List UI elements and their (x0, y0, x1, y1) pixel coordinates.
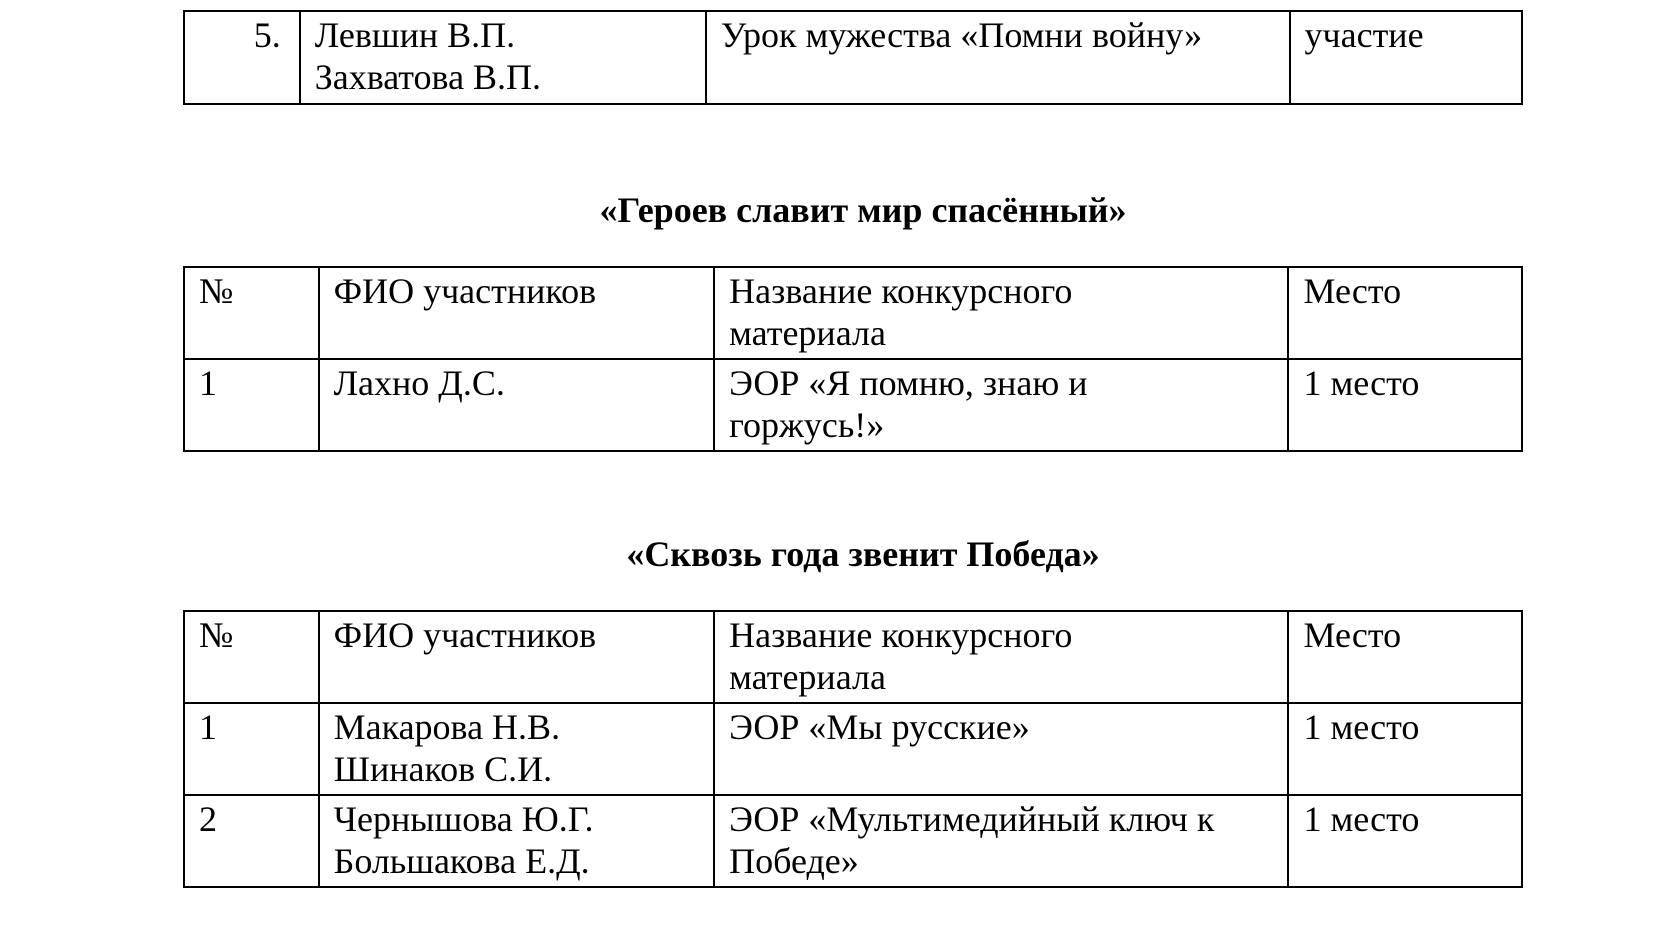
header-place: Место (1288, 267, 1522, 359)
place-cell: 1 место (1288, 795, 1522, 887)
table-header-row (184, 267, 1522, 359)
participants-cell (319, 359, 715, 451)
material-line: горжусь!» (729, 405, 885, 445)
header-material-line: материала (729, 313, 886, 353)
header-place: Место (1288, 611, 1522, 703)
header-material-line: Название конкурсного (729, 615, 1073, 655)
place-cell: участие (1290, 11, 1522, 104)
previous-table (183, 10, 1523, 105)
material-cell (714, 795, 1288, 887)
header-material (714, 611, 1288, 703)
participants-cell (319, 703, 715, 795)
place-cell: 1 место (1288, 359, 1522, 451)
material-line: ЭОР «Я помню, знаю и (729, 363, 1088, 403)
material-line: ЭОР «Мультимедийный ключ к (729, 799, 1215, 839)
section-title: «Героев славит мир спасённый» (599, 190, 1127, 230)
header-names: ФИО участников (319, 267, 715, 359)
material-cell: Урок мужества «Помни войну» (706, 11, 1290, 104)
table-row (184, 795, 1522, 887)
table-row (184, 11, 1522, 104)
section-title: «Сквозь года звенит Победа» (626, 534, 1100, 574)
row-number: 1 (184, 359, 319, 451)
participant-name: Чернышова Ю.Г. (333, 799, 594, 839)
header-material-line: Название конкурсного (729, 271, 1073, 311)
row-number: 2 (184, 795, 319, 887)
row-number: 1 (184, 703, 319, 795)
header-number: № (184, 611, 319, 703)
participant-name: Шинаков С.И. (333, 749, 553, 789)
table-row (184, 359, 1522, 451)
place-cell: 1 место (1288, 703, 1522, 795)
material-line: Победе» (729, 841, 859, 881)
table-row (184, 703, 1522, 795)
participant-name: Макарова Н.В. (333, 707, 561, 747)
participant-name: Захватова В.П. (314, 57, 542, 97)
header-material (714, 267, 1288, 359)
material-cell (714, 703, 1288, 795)
header-material-line: материала (729, 657, 886, 697)
header-names: ФИО участников (319, 611, 715, 703)
results-table (183, 266, 1523, 452)
participants-cell (319, 795, 715, 887)
material-line: ЭОР «Мы русские» (729, 707, 1030, 747)
table-header-row (184, 611, 1522, 703)
material-cell (714, 359, 1288, 451)
participants-cell (300, 11, 706, 104)
results-table (183, 610, 1523, 888)
header-number: № (184, 267, 319, 359)
participant-name: Лахно Д.С. (333, 363, 505, 403)
participant-name: Левшин В.П. (314, 15, 516, 55)
row-number: 5. (184, 11, 300, 104)
participant-name: Большакова Е.Д. (333, 841, 590, 881)
